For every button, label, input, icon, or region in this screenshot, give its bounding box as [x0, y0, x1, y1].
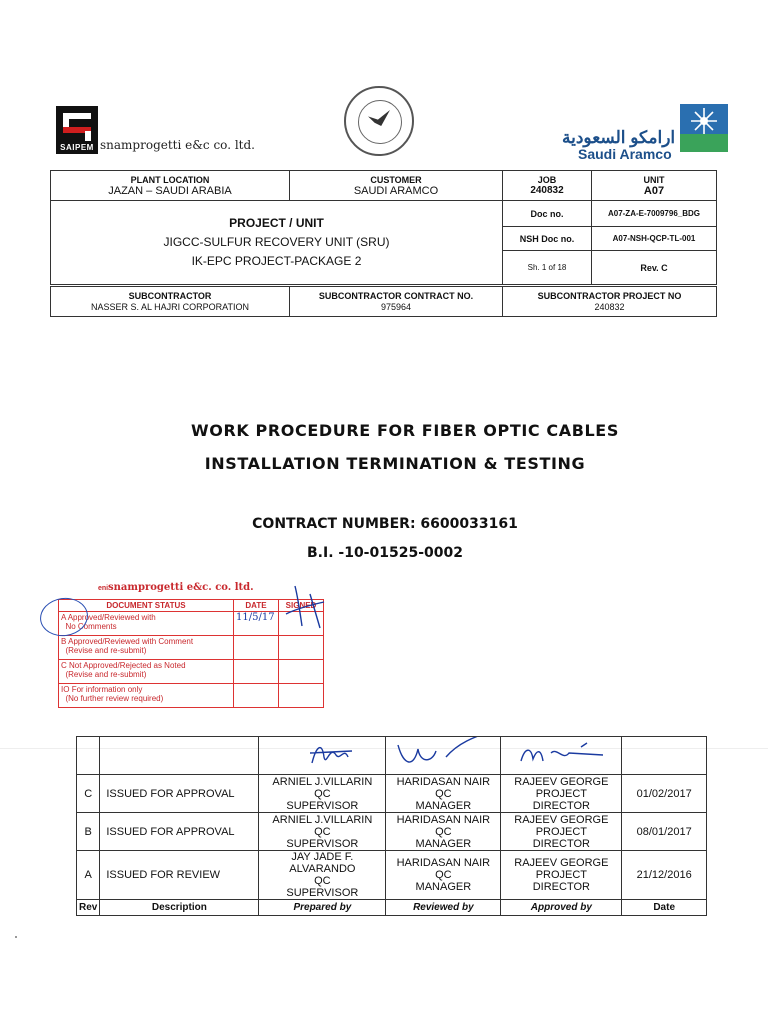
doc-no-value: A07-ZA-E-7009796_BDG: [592, 201, 717, 227]
sub-contract-no-label: SUBCONTRACTOR CONTRACT NO.: [318, 290, 474, 301]
rev-reviewed: HARIDASAN NAIR QC MANAGER: [386, 851, 501, 900]
plant-location-value: JAZAN – SAUDI ARABIA: [108, 184, 232, 197]
nasser-al-hajri-seal: [344, 86, 414, 156]
aramco-english-name: Saudi Aramco: [578, 146, 672, 162]
snamprogetti-name: snamprogetti e&c co. ltd.: [100, 138, 255, 152]
stamp-company: snamprogetti e&c. co. ltd.: [108, 582, 254, 593]
sub-contract-no-value: 975964: [380, 301, 412, 312]
job-value: 240832: [530, 184, 564, 196]
rev-reviewed: HARIDASAN NAIR QC MANAGER: [386, 775, 501, 813]
saipem-logo: [56, 106, 98, 154]
contract-number: CONTRACT NUMBER: 6600033161: [252, 516, 518, 532]
rev-description: ISSUED FOR APPROVAL: [100, 775, 259, 813]
saipem-label: SAIPEM: [60, 143, 94, 152]
sub-project-no-value: 240832: [594, 301, 625, 312]
doc-no-label: Doc no.: [503, 201, 592, 227]
nsh-doc-no-value: A07-NSH-QCP-TL-001: [592, 227, 717, 251]
subcontractor-table: [50, 286, 717, 317]
stamp-row-text: For information only: [71, 685, 143, 694]
table-row: [77, 851, 707, 900]
stamp-row-subtext: No Comments: [65, 622, 117, 631]
subcontractor-value: NASSER S. AL HAJRI CORPORATION: [90, 301, 250, 312]
signature-row: [77, 737, 707, 775]
scan-speck: [15, 936, 17, 938]
stamp-row-subtext: (Revise and re-submit): [65, 670, 147, 679]
stamp-row-code: B: [61, 637, 67, 646]
subcontractor-label: SUBCONTRACTOR: [128, 290, 212, 301]
stamp-row: [59, 684, 324, 708]
prepared-signature: [259, 737, 386, 775]
revision-value: Rev. C: [592, 251, 717, 285]
plant-location-cell: [51, 171, 290, 201]
unit-cell: [592, 171, 717, 201]
rev-reviewed: HARIDASAN NAIR QC MANAGER: [386, 813, 501, 851]
approved-signature: [501, 737, 622, 775]
footer-rev: Rev: [77, 900, 100, 916]
project-line2: IK-EPC PROJECT-PACKAGE 2: [191, 254, 362, 268]
revision-table-footer: [77, 900, 707, 916]
stamp-row-date: [234, 684, 279, 708]
revision-table: [76, 736, 707, 916]
project-unit-label: PROJECT / UNIT: [229, 216, 324, 230]
document-title-line2: INSTALLATION TERMINATION & TESTING: [204, 454, 586, 473]
bi-number: B.I. -10-01525-0002: [307, 545, 463, 561]
aramco-star-icon: [680, 104, 728, 152]
stamp-col-date: DATE: [234, 600, 279, 612]
customer-label: CUSTOMER: [370, 174, 422, 185]
stamp-signature: [280, 584, 330, 634]
project-line1: JIGCC-SULFUR RECOVERY UNIT (SRU): [163, 235, 390, 249]
stamp-row-subtext: (Revise and re-submit): [65, 646, 147, 655]
rev-prepared: JAY JADE F. ALVARANDO QC SUPERVISOR: [259, 851, 386, 900]
stamp-row-date: [234, 660, 279, 684]
project-unit-cell: [51, 201, 503, 285]
rev-date: 21/12/2016: [622, 851, 707, 900]
footer-description: Description: [100, 900, 259, 916]
unit-value: A07: [643, 184, 665, 197]
rev-description: ISSUED FOR REVIEW: [100, 851, 259, 900]
stamp-row-code: C: [61, 661, 67, 670]
document-title-line1: WORK PROCEDURE FOR FIBER OPTIC CABLES: [191, 421, 619, 440]
stamp-row-subtext: (No further review required): [65, 694, 164, 703]
stamp-row-date: [234, 636, 279, 660]
aramco-arabic-name: ارامكو السعودية: [562, 128, 676, 147]
reviewed-signature: [386, 737, 501, 775]
table-row: [77, 775, 707, 813]
unit-label: UNIT: [643, 174, 665, 185]
footer-approved: Approved by: [501, 900, 622, 916]
stamp-row-date: 11/5/17: [234, 612, 279, 636]
rev-date: 08/01/2017: [622, 813, 707, 851]
stamp-row-text: Not Approved/Rejected as Noted: [69, 661, 186, 670]
rev-approved: RAJEEV GEORGE PROJECT DIRECTOR: [501, 775, 622, 813]
sub-project-no-label: SUBCONTRACTOR PROJECT NO: [537, 290, 682, 301]
rev-code: C: [77, 775, 100, 813]
rev-description: ISSUED FOR APPROVAL: [100, 813, 259, 851]
sheet-number: Sh. 1 of 18: [503, 251, 592, 285]
stamp-row-text: Approved/Reviewed with: [67, 613, 156, 622]
nsh-doc-no-label: NSH Doc no.: [503, 227, 592, 251]
rev-code: A: [77, 851, 100, 900]
customer-value: SAUDI ARAMCO: [353, 184, 439, 197]
stamp-col-status: DOCUMENT STATUS: [59, 600, 234, 612]
stamp-row-code: A: [61, 613, 66, 622]
rev-prepared: ARNIEL J.VILLARIN QC SUPERVISOR: [259, 813, 386, 851]
document-header-table: [50, 170, 717, 285]
job-label: JOB: [537, 174, 557, 185]
footer-prepared: Prepared by: [259, 900, 386, 916]
sub-contract-no-cell: [290, 287, 503, 317]
stamp-row-text: Approved/Reviewed with Comment: [68, 637, 194, 646]
rev-approved: RAJEEV GEORGE PROJECT DIRECTOR: [501, 851, 622, 900]
sub-project-no-cell: [503, 287, 717, 317]
stamp-row: [59, 660, 324, 684]
stamp-col-signed: SIGNED: [279, 600, 324, 612]
subcontractor-cell: [51, 287, 290, 317]
table-row: [77, 813, 707, 851]
job-cell: [503, 171, 592, 201]
eni-logo: eni: [98, 585, 109, 592]
stamp-row-code: IO: [61, 685, 70, 694]
plant-location-label: PLANT LOCATION: [130, 174, 210, 185]
customer-cell: [290, 171, 503, 201]
footer-reviewed: Reviewed by: [386, 900, 501, 916]
rev-code: B: [77, 813, 100, 851]
rev-prepared: ARNIEL J.VILLARIN QC SUPERVISOR: [259, 775, 386, 813]
footer-date: Date: [622, 900, 707, 916]
rev-date: 01/02/2017: [622, 775, 707, 813]
rev-approved: RAJEEV GEORGE PROJECT DIRECTOR: [501, 813, 622, 851]
stamp-row: [59, 636, 324, 660]
